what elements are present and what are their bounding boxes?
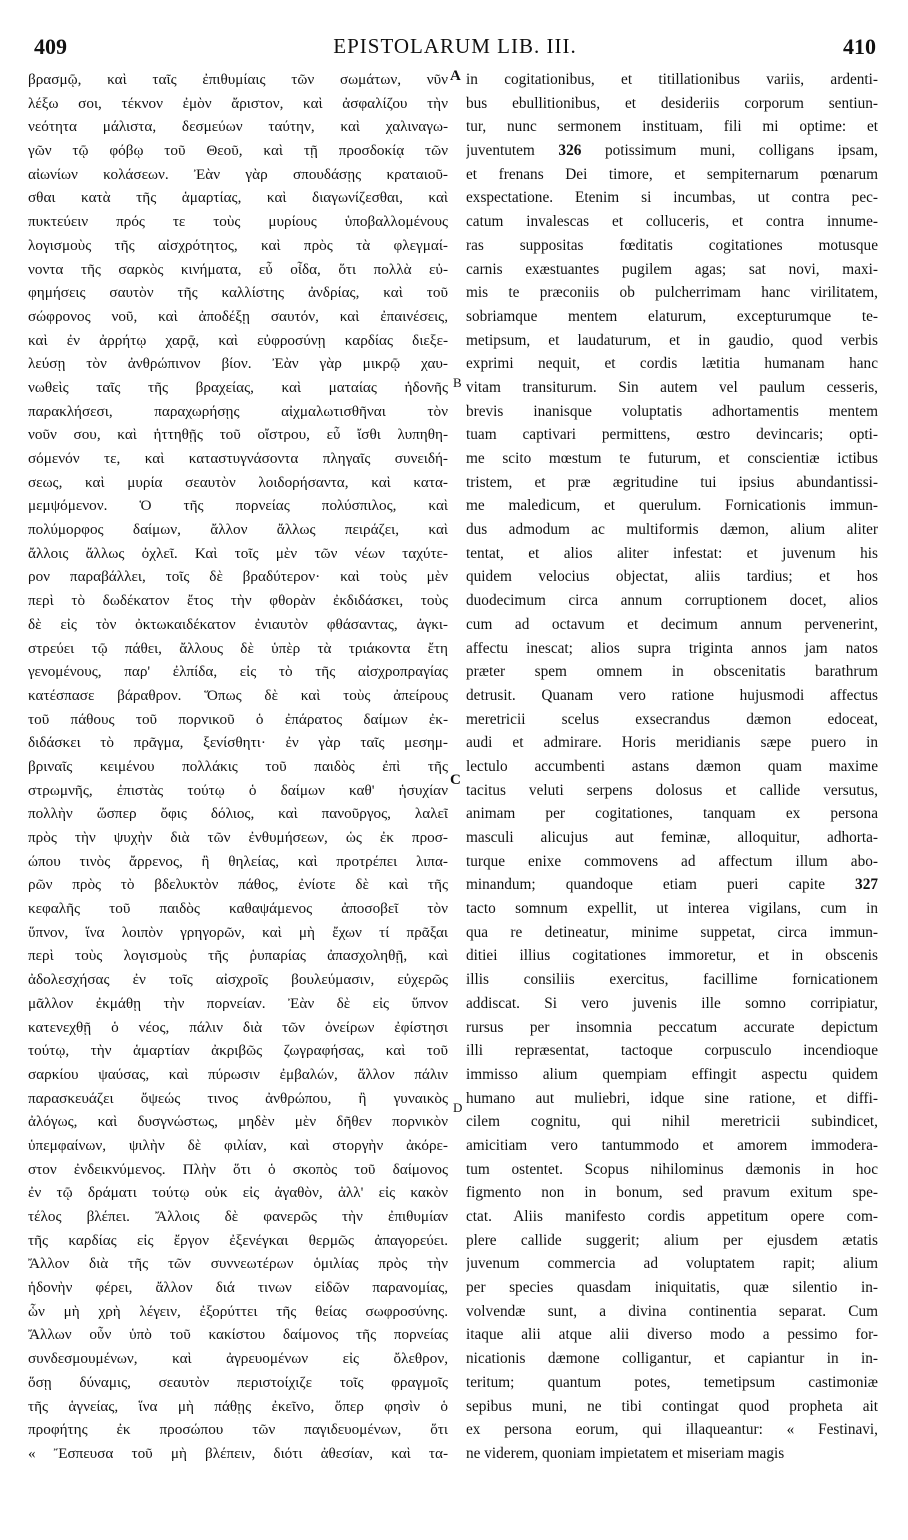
greek-text-line: ρῶν πρὸς τὸ βδελυκτὸν πάθος, ἐνίοτε δὲ καὶ τῆς: [28, 876, 448, 894]
greek-text-line: πολύμορφος δαίμων, ἄλλον ἄλλως πειράζει, καὶ: [28, 521, 448, 539]
greek-text-line: ὕπνον, ἵνα λοιπὸν γρηγορῶν, καὶ μὴ ἔχων τί πρᾶξαι: [28, 923, 448, 941]
latin-text-line: immisso alium quempiam effingit aspectu quidem: [466, 1065, 878, 1083]
greek-text-line: καὶ ἐν ἀρρήτῳ χαρᾷ, καὶ εὐφροσύνῃ καρδίας διεξε-: [28, 331, 448, 349]
greek-text-line: σαρκίου ψαύσας, καὶ πύρωσιν ἐμβαλών, ἄλλον πάλιν: [28, 1065, 448, 1083]
greek-text-line: κεφαλῆς τοῦ παιδὸς καθαψάμενος ἀποσοβεῖ τὸν: [28, 900, 448, 918]
latin-text-line: me maledicum, et querulum. Fornicationis immun-: [466, 497, 878, 515]
latin-column: [466, 68, 878, 1466]
latin-text-line: per species quasdam iniquitatis, quæ silentio in-: [466, 1279, 878, 1297]
latin-text-line: ditiei illius cogitationes immoretur, et in obscenis: [466, 947, 878, 965]
greek-text-line: αἰωνίων κολάσεων. Ἐὰν γὰρ σπουδάσῃς κραταιοῦ-: [28, 165, 448, 183]
margin-marker-b: B: [453, 375, 462, 390]
latin-text-line: illis consiliis exercitus, facillime fornicationem: [466, 971, 878, 989]
latin-text-line: detrusit. Quanam vero ratione hujusmodi affectus: [466, 686, 878, 704]
latin-text-line: ras suppositas fœditatis cogitationes motusque: [466, 236, 878, 254]
latin-text-line: tacitus veluti serpens dolosus et callide versutus,: [466, 781, 878, 799]
greek-text-line: λογισμοὺς τῆς αἰσχρότητος, καὶ πρὸς τὰ φλεγμαί-: [28, 236, 448, 254]
latin-text-line: dus admodum ac multiformis dæmon, alium aliter: [466, 521, 878, 539]
greek-text-line: νοντα τῆς σαρκὸς κινήματα, εὖ οἶδα, ὅτι πολλὰ εὐ-: [28, 260, 448, 278]
greek-text-line: παρασκευάζει ὄψεώς τινος ἀνθρώπου, ἢ γυναικὸς: [28, 1089, 448, 1107]
latin-text-line: exprimi nequit, et cordis lætitia humanam hanc: [466, 355, 878, 373]
greek-text-line: κατέσπασε βάραθρον. Ὅπως δὲ καὶ τοὺς ἀπείρους: [28, 686, 448, 704]
greek-text-line: βρασμῷ, καὶ ταῖς ἐπιθυμίαις τῶν σωμάτων, νῦν: [28, 71, 448, 88]
latin-text-line: juventutem 326 potissimum muni, colligans ipsam,: [466, 142, 878, 160]
greek-text-line: ὅσῃ δύναμις, σεαυτὸν περιστοίχιζε τοῖς φραγμοῖς: [28, 1373, 448, 1391]
greek-text-line: παρακλήσεσι, παραχωρήσῃς αἰχμαλωτισθῆναι τὸν: [28, 402, 448, 420]
greek-text-line: στρωμνῆς, ἐπιστὰς τούτῳ ὁ δαίμων καθ' ἡσυχίαν: [28, 781, 448, 799]
latin-text-line: cilem cognitu, qui nihil meretricii subindicet,: [466, 1113, 878, 1131]
greek-text-line: φημήσεις σαυτὸν τῆς καλλίστης ἀνδρίας, καὶ τοῦ: [28, 284, 448, 302]
latin-text-line: me scito mœstum te futurum, et conscientiæ ictibus: [466, 450, 878, 467]
column-number-marker: 327: [855, 876, 878, 894]
running-title: EPISTOLARUM LIB. III.: [333, 34, 577, 58]
latin-text-line: tacto somnum expellit, ut interea vigilans, cum in: [466, 900, 878, 918]
latin-text-line: amicitiam vero tantummodo et amorem immodera-: [466, 1136, 878, 1154]
greek-text-line: μεμψόμενον. Ὁ τῆς πορνείας πολύσπιλος, καὶ: [28, 497, 448, 515]
latin-text-line: carnis exæstuantes pugilem agas; sat novi, maxi-: [466, 260, 878, 278]
latin-text-line: volvendæ sunt, a divina continentia separat. Cum: [466, 1302, 878, 1320]
greek-text-line: ἀλόγως, καὶ δυσγνώστως, μηδὲν μὲν δῆθεν πορνικὸν: [28, 1113, 448, 1131]
greek-text-line: τῆς καρδίας εἰς ἔργον ἐξενέγκαι θερμῶς ἀπαγορεύει.: [28, 1231, 448, 1249]
greek-text-line: σθαι κατὰ τῆς ἁμαρτίας, καὶ διαγωνίζεσθαι, καὶ: [28, 189, 448, 207]
greek-text-line: νωθεὶς ταῖς τῆς βραχείας, καὶ ματαίας ἡδονῆς: [28, 378, 448, 396]
greek-text-line: τέλος βλέπει. Ἄλλοις δὲ φανερῶς τὴν ἐπιθυμίαν: [28, 1208, 448, 1225]
greek-text-line: σόμενόν τε, καὶ καταστυγνάσοντα πληγαῖς συνειδή-: [28, 450, 448, 467]
greek-text-line: κατενεχθῇ ὁ νέος, πάλιν διὰ τῶν ὀνείρων ἐφίστησι: [28, 1018, 448, 1036]
latin-text-line: rursus per insomnia peccatum accurate depictum: [466, 1018, 878, 1036]
latin-text-line: catum invalescas et colluceris, et contra innume-: [466, 213, 878, 231]
greek-text-line: ρον παραβάλλει, τοῖς δὲ βραδύτερον· καὶ τοὺς μὲν: [28, 568, 448, 586]
greek-text-line: σώφρονος νοῦ, καὶ ἀποδέξῃ σαυτόν, καὶ ἐπαινέσεις,: [28, 307, 448, 325]
latin-text-line: sepibus muni, ne tibi contingat quod propheta ait: [466, 1397, 878, 1415]
greek-text-line: βριναῖς κειμένου πολλάκις τοῦ παιδὸς ἐπὶ τῆς: [28, 757, 448, 775]
latin-text-line: animam per cogitationes, tanquam ex persona: [466, 805, 878, 823]
latin-text-line: tur, nunc sermonem instituam, fili mi optime: et: [466, 118, 878, 136]
greek-text-line: συνδεσμουμένων, καὶ ἀγρευομένων εἰς ὄλεθρον,: [28, 1350, 448, 1368]
latin-text-line: ex persona eorum, qui illaqueantur: « Festinavi,: [466, 1421, 878, 1439]
latin-text-line: nicationis dæmone colligantur, et capiantur in in-: [466, 1350, 878, 1368]
greek-text-line: νοῦν σου, καὶ ἡττηθῇς τοῦ οἴστρου, εὖ ἴσθι λυπηθη-: [28, 426, 448, 444]
greek-text-line: τῆς ἁγνείας, ἵνα μὴ πάθῃς ἐκεῖνο, ὅπερ φησὶν ὁ: [28, 1397, 448, 1415]
latin-text-line: in cogitationibus, et titillationibus variis, ardenti-: [466, 71, 878, 88]
greek-text-line: ἀδολεσχήσας ἐν τοῖς αἰσχροῖς βουλεύμασιν, εὐχερῶς: [28, 971, 448, 989]
latin-text-line: mis te præconiis ob pulcherrimam hanc virilitatem,: [466, 284, 878, 302]
page-number-left: 409: [34, 34, 67, 59]
latin-text-line: plere callide suggerit; alium per ejusdem ætatis: [466, 1231, 878, 1249]
latin-text-line: vitam transiturum. Sin autem vel paulum cesseris,: [466, 378, 878, 396]
latin-text-line: juvenum commercia ad voluptatem rapit; alium: [466, 1255, 878, 1273]
column-number-marker: 326: [558, 142, 582, 160]
greek-text-line: ὑπεμφαίνων, ψιλὴν δὲ φιλίαν, καὶ στοργὴν ἀκόρε-: [28, 1136, 448, 1154]
greek-text-line: λέξω σοι, τέκνον ἐμὸν ἄριστον, καὶ ἀσφαλίζου τὴν: [28, 94, 448, 112]
greek-text-line: σεως, καὶ μυρία σεαυτὸν λοιδορήσαντα, καὶ κατα-: [28, 473, 448, 491]
latin-text-line: minandum; quandoque etiam pueri capite 327: [466, 876, 878, 894]
latin-text-line: audi et admirare. Horis meridianis sæpe puero in: [466, 734, 878, 752]
latin-text-line: ne viderem, quoniam impietatem et miseriam magis: [466, 1444, 785, 1462]
margin-marker-a: A: [450, 68, 461, 84]
greek-text-line: ἄλλοις ἄλλως ὀχλεῖ. Καὶ τοῖς μὲν τῶν νέων ταχύτε-: [28, 544, 448, 562]
greek-text-line: γῶν τῷ φόβῳ τοῦ Θεοῦ, καὶ τῇ προσδοκίᾳ τῶν: [28, 142, 448, 160]
greek-text-line: ὧν μὴ χρὴ λέγειν, ἐξορύττει τῆς θείας σωφροσύνης.: [28, 1302, 448, 1320]
greek-text-line: νεότητα μάλιστα, δεσμεύων ταύτην, καὶ χαλιναγω-: [28, 118, 448, 136]
latin-text-line: et frenans Dei timore, et sempiternarum pœnarum: [466, 165, 878, 183]
latin-text-line: cum ad octavum et decimum annum pervenerint,: [466, 615, 878, 633]
greek-text-line: στον ἐνδεικνύμενος. Πλὴν ὅτι ὁ σκοπὸς τοῦ δαίμονος: [28, 1160, 448, 1178]
greek-text-line: προφήτης ἐκ προσώπου τῶν παγιδευομένων, ὅτι: [28, 1421, 448, 1439]
latin-text-line: sobriamque mentem elaturum, excepturumque te-: [466, 307, 878, 325]
latin-text-line: lectulo accumbenti astans dæmon quam maxime: [466, 757, 878, 775]
greek-column: [28, 68, 448, 1466]
latin-text-line: tuam captivari permittens, œstro devincaris; opti-: [466, 426, 878, 444]
latin-text-line: metipsum, et laudaturum, et in gaudio, quod verbis: [466, 331, 878, 349]
latin-text-line: tentat, et alios aliter infestat: et juvenum his: [466, 544, 878, 562]
greek-text-line: περὶ τὸ δωδέκατον ἔτος τὴν φθορὰν ἐκδιδάσκει, τοὺς: [28, 592, 448, 610]
greek-text-line: ἐν τῷ δράματι τούτῳ οὐκ εἰς ἀγαθὸν, ἀλλ' εἰς κακὸν: [28, 1184, 448, 1202]
greek-text-line: πυκτεύειν πρός τε τοὺς μυρίους ὑποβαλλομένους: [28, 213, 448, 231]
greek-text-line: μᾶλλον ἐκμάθῃ τὴν πορνείαν. Ἐὰν δὲ εἰς ὕπνον: [28, 994, 448, 1012]
latin-text-line: tum ostentet. Scopus nihilominus dæmonis in hoc: [466, 1160, 878, 1178]
greek-text-line: γενομένους, παρ' ἐλπίδα, εἰς τὸ τῆς αἰσχροπραγίας: [28, 663, 448, 681]
margin-marker-c: C: [450, 772, 461, 788]
latin-text-line: brevis inanisque voluptatis adhortamentis mentem: [466, 402, 878, 420]
greek-text-line: ώπου τινὸς ἄρρενος, ἢ θηλείας, καὶ προτρέπει λιπα-: [28, 852, 448, 870]
latin-text-line: duodecimum circa annum corruptionem docet, alios: [466, 592, 878, 610]
page-number-right: 410: [843, 34, 876, 59]
page-header: [34, 34, 876, 64]
latin-text-line: turque enixe commovens ad affectum illum abo-: [466, 852, 878, 870]
latin-text-line: affectu inescat; alios supra triginta annos jam natos: [466, 639, 878, 657]
latin-text-line: humano aut muliebri, idque sine ratione, et diffi-: [466, 1089, 878, 1107]
latin-text-line: præter spem omnem in obscenitatis barathrum: [466, 663, 878, 681]
greek-text-line: πρὸς τὴν ψυχὴν διὰ τῶν ἐνθυμήσεων, ὡς ἐκ προσ-: [28, 829, 448, 846]
latin-text-line: qua re detineatur, minime suppetat, circa immun-: [466, 923, 878, 941]
latin-text-line: meretricii scelus exsecrandus dæmon edoceat,: [466, 710, 878, 728]
latin-text-line: quidem velocius objectat, aliis tardius; et hos: [466, 568, 878, 586]
latin-text-line: teritum; quantum potes, temetipsum castimoniæ: [466, 1373, 878, 1391]
latin-text-line: illi repræsentat, tactoque corpusculo incendioque: [466, 1042, 878, 1060]
margin-marker-d: D: [453, 1100, 463, 1115]
latin-text-line: addiscat. Si vero juvenis ille somno corripiatur,: [466, 994, 878, 1012]
greek-text-line: λεύσῃ τὸν ἀνθρώπινον βίον. Ἐὰν γὰρ μικρῷ χαυ-: [28, 355, 448, 373]
greek-text-line: ἡδονὴν φέρει, ἄλλον διά τινων εἰδῶν παρανομίας,: [28, 1279, 448, 1297]
latin-text-line: tristem, et præ ægritudine tui ipsius abundantissi-: [466, 473, 878, 491]
latin-text-line: exspectatione. Etenim si incumbas, ut contra pec-: [466, 189, 878, 207]
greek-text-line: διδάσκει τὸ πρᾶγμα, ξενίσθητι· ἐν γὰρ ταῖς μεσημ-: [28, 734, 448, 752]
greek-text-line: τοῦ πάθους τοῦ πορνικοῦ ὁ ἐπάρατος δαίμων ἐκ-: [28, 710, 448, 728]
latin-text-line: figmento non in bonum, sed pravum exitum spe-: [466, 1184, 878, 1202]
greek-text-line: δὲ εἰς τὸν ὀκτωκαιδέκατον ἐνιαυτὸν φθάσαντας, ἀγκι-: [28, 615, 448, 633]
latin-text-line: itaque alii atque alii diverso modo a pessimo for-: [466, 1326, 878, 1344]
greek-text-line: πολλὴν ὥσπερ ὄφις δόλιος, καὶ πανοῦργος, λαλεῖ: [28, 805, 448, 823]
greek-text-line: περὶ τοὺς λογισμοὺς τῆς ῥυπαρίας ἀπασχοληθῇ, καὶ: [28, 947, 448, 965]
greek-text-line: στρεύει τῷ πάθει, ἄλλους δὲ ὑπὲρ τὰ τριάκοντα ἔτη: [28, 639, 448, 657]
greek-text-line: Ἄλλον διὰ τῆς τῶν συννεωτέρων ὁμιλίας πρὸς τὴν: [28, 1255, 448, 1273]
greek-text-line: « Ἔσπευσα τοῦ μὴ βλέπειν, διότι ἀθεσίαν, καὶ τα-: [28, 1444, 448, 1462]
latin-text-line: ctat. Aliis manifesto cordis appetitum opere com-: [466, 1208, 878, 1225]
greek-text-line: Ἄλλων οὖν ὑπὸ τοῦ κακίστου δαίμονος τῆς πορνείας: [28, 1326, 448, 1344]
latin-text-line: bus ebullitionibus, et desideriis corporum sentiun-: [466, 94, 878, 112]
latin-text-line: masculi alicujus aut feminæ, alloquitur, adhorta-: [466, 829, 878, 846]
greek-text-line: τούτῳ, τὴν ἁμαρτίαν ἀκριβῶς ζωγραφήσας, καὶ τοῦ: [28, 1042, 448, 1060]
